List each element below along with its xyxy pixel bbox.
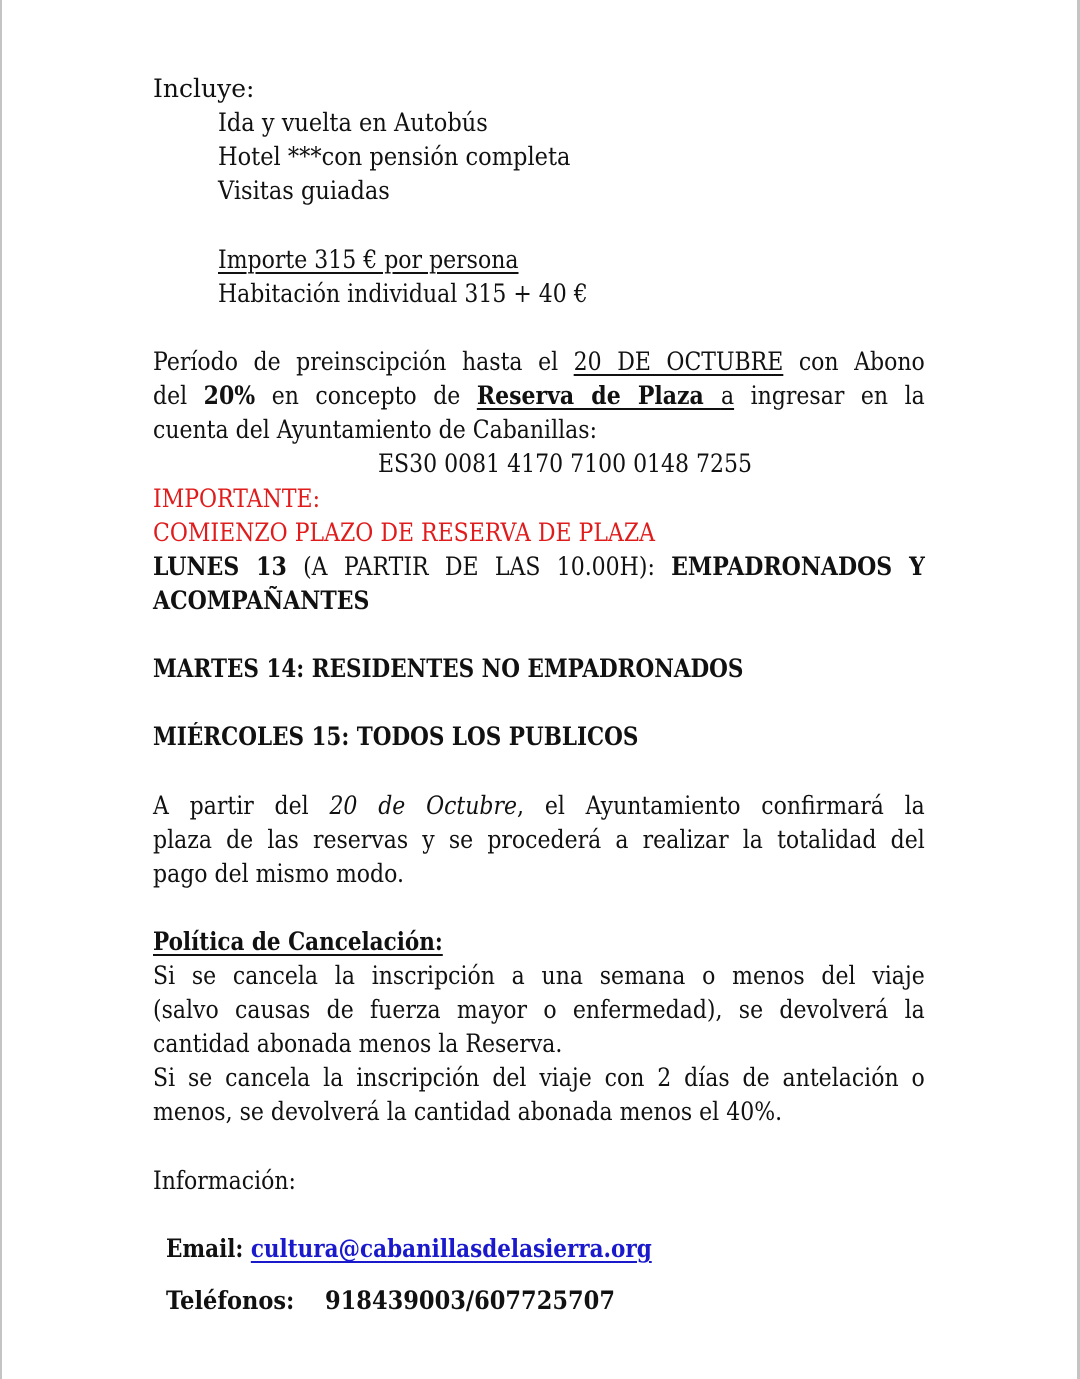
preinscription-line-2: del 20% en concepto de Reserva de Plaza a ingresar en la bbox=[153, 381, 925, 410]
incluye-label: Incluye: bbox=[153, 74, 255, 103]
schedule-martes: MARTES 14: RESIDENTES NO EMPADRONADOS bbox=[153, 654, 744, 683]
reserva-de-plaza: Reserva de Plaza bbox=[476, 381, 721, 410]
deposit-percent: 20% bbox=[203, 381, 256, 410]
phone-row bbox=[166, 1284, 615, 1318]
importante-title: IMPORTANTE: bbox=[153, 484, 320, 513]
phone-numbers: 918439003/607725707 bbox=[324, 1286, 616, 1315]
preinscription-line-1: Período de preinscipción hasta el 20 DE OCTUBRE con Abono bbox=[153, 347, 925, 376]
info-label: Información: bbox=[153, 1166, 296, 1195]
cancellation-line: Si se cancela la inscripción a una semana o menos del viaje bbox=[153, 961, 925, 990]
cancellation-title: Política de Cancelación: bbox=[153, 927, 443, 956]
deadline-date: 20 DE OCTUBRE bbox=[573, 347, 784, 376]
preinscription-line-3: cuenta del Ayuntamiento de Cabanillas: bbox=[153, 415, 597, 444]
cancellation-line: Si se cancela la inscripción del viaje con 2 días de antelación o bbox=[153, 1063, 925, 1092]
importante-subtitle: COMIENZO PLAZO DE RESERVA DE PLAZA bbox=[153, 518, 655, 547]
price-single-room: Habitación individual 315 + 40 € bbox=[218, 279, 588, 308]
schedule-miercoles: MIÉRCOLES 15: TODOS LOS PUBLICOS bbox=[153, 722, 639, 751]
confirmation-line-1: A partir del 20 de Octubre, el Ayuntamiento confirmará la bbox=[153, 791, 925, 820]
email-label: Email: bbox=[166, 1234, 251, 1263]
phone-label: Teléfonos: bbox=[166, 1286, 295, 1315]
confirmation-line-3: pago del mismo modo. bbox=[153, 859, 404, 888]
price-per-person: Importe 315 € por persona bbox=[218, 245, 519, 274]
iban-account: ES30 0081 4170 7100 0148 7255 bbox=[378, 449, 753, 478]
page-border-left bbox=[0, 0, 2, 1379]
incluye-item: Visitas guiadas bbox=[218, 176, 390, 205]
cancellation-line: menos, se devolverá la cantidad abonada menos el 40%. bbox=[153, 1097, 783, 1126]
confirmation-line-2: plaza de las reservas y se procederá a realizar la totalidad del bbox=[153, 825, 925, 854]
incluye-item: Ida y vuelta en Autobús bbox=[218, 108, 488, 137]
cancellation-line: cantidad abonada menos la Reserva. bbox=[153, 1029, 563, 1058]
cancellation-line: (salvo causas de fuerza mayor o enfermedad), se devolverá la bbox=[153, 995, 925, 1024]
email-row bbox=[166, 1232, 652, 1266]
schedule-lunes-cont: ACOMPAÑANTES bbox=[153, 586, 370, 615]
schedule-lunes: LUNES 13 (A PARTIR DE LAS 10.00H): EMPADRONADOS Y bbox=[153, 552, 925, 581]
incluye-item: Hotel ***con pensión completa bbox=[218, 142, 571, 171]
email-link[interactable]: cultura@cabanillasdelasierra.org bbox=[250, 1234, 652, 1263]
